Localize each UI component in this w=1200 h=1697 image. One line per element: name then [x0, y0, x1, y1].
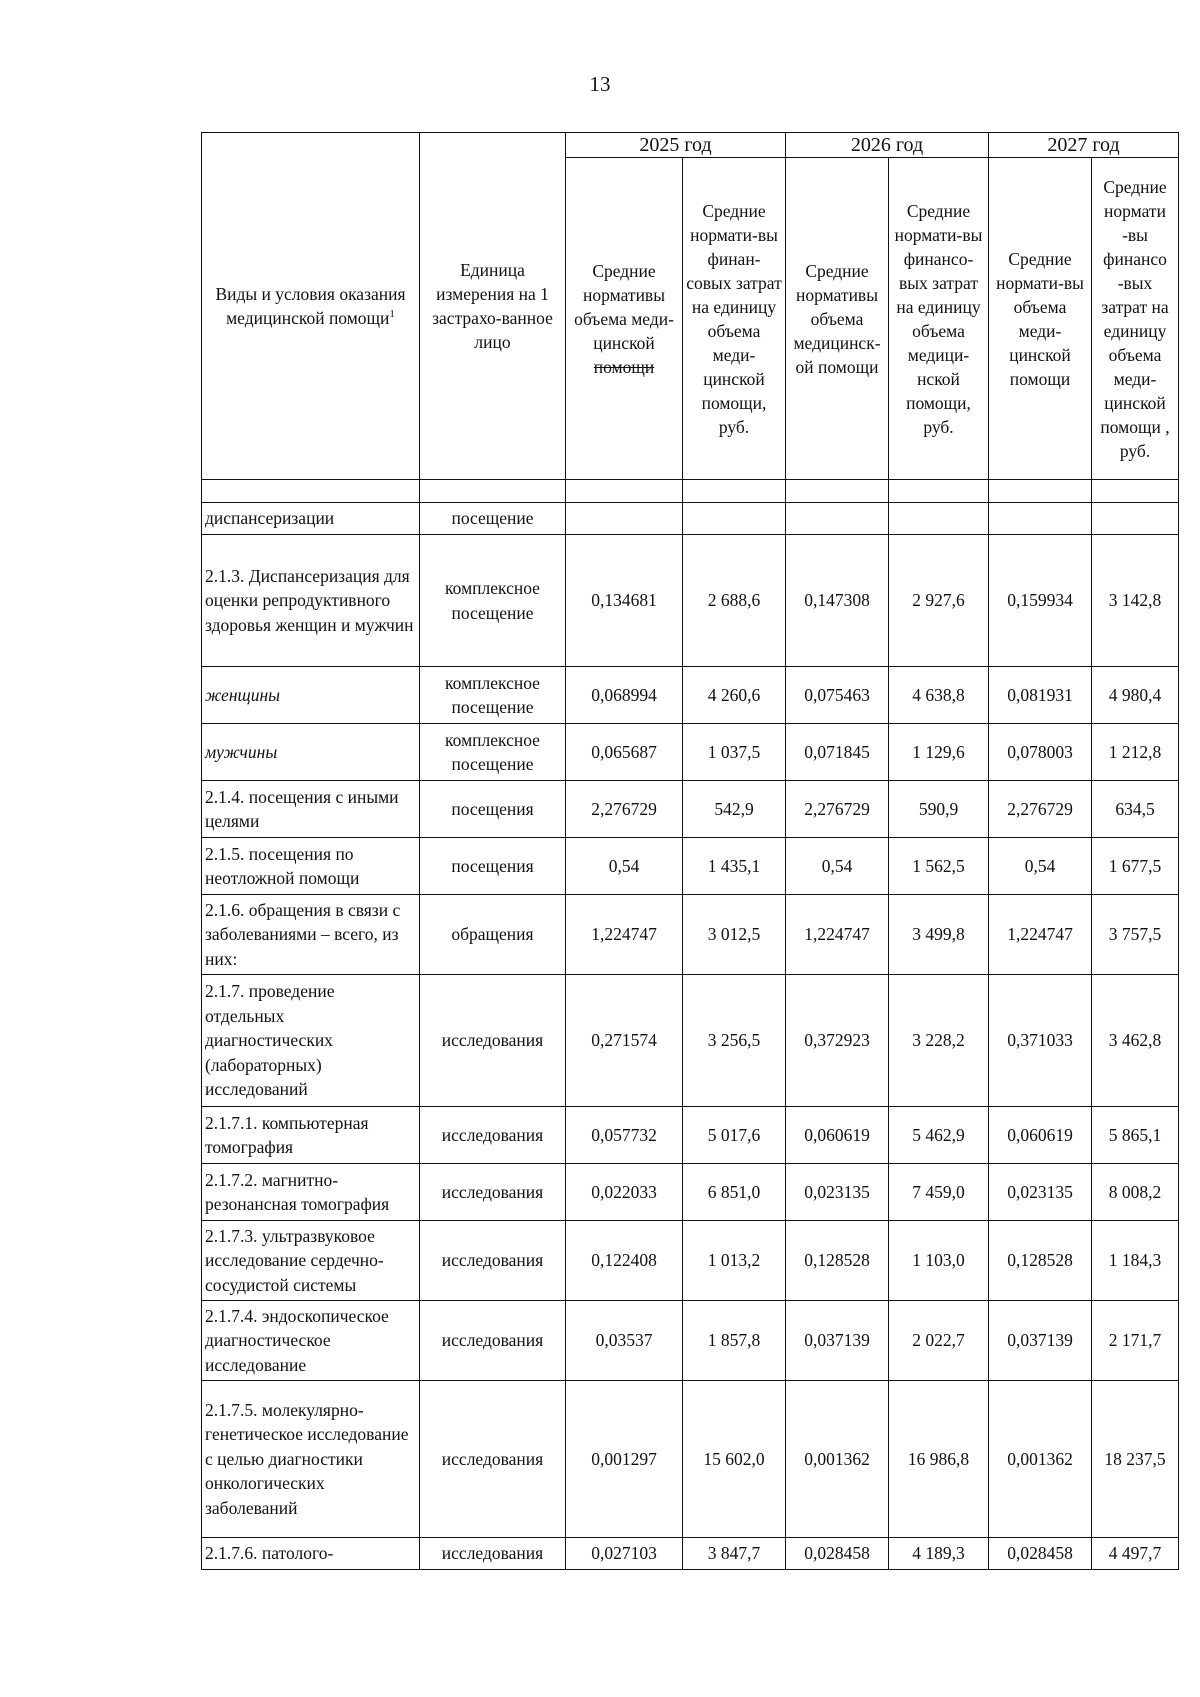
- cell-2025-volume: 0,001297: [566, 1381, 683, 1538]
- table-row: [202, 1221, 1179, 1301]
- row-label: 2.1.5. посещения по неотложной помощи: [202, 838, 420, 895]
- cell-2027-volume: 0,028458: [989, 1538, 1092, 1570]
- cell-2027-cost: [1092, 503, 1179, 535]
- table-row: [202, 1301, 1179, 1381]
- cell-2025-cost: 15 602,0: [683, 1381, 786, 1538]
- cell-2027-volume: 0,078003: [989, 724, 1092, 781]
- cell-2026-cost: 1 562,5: [889, 838, 989, 895]
- cell-2025-volume: 0,03537: [566, 1301, 683, 1381]
- row-label: 2.1.7.4. эндоскопическое диагностическое исследование: [202, 1301, 420, 1381]
- empty-row: [202, 480, 1179, 503]
- header-year-2025: 2025 год: [566, 133, 786, 158]
- cell-2026-cost: 2 022,7: [889, 1301, 989, 1381]
- cell-2026-volume: 0,372923: [786, 975, 889, 1107]
- cell-2026-volume: 0,128528: [786, 1221, 889, 1301]
- table-row: [202, 1107, 1179, 1164]
- cell-2026-cost: 2 927,6: [889, 535, 989, 667]
- table-row: [202, 975, 1179, 1107]
- row-unit: обращения: [420, 895, 566, 975]
- cell-2026-cost: 3 228,2: [889, 975, 989, 1107]
- table-row: [202, 1381, 1179, 1538]
- cell-2025-cost: 3 256,5: [683, 975, 786, 1107]
- cell-2025-volume: 0,068994: [566, 667, 683, 724]
- cell-2027-volume: 0,037139: [989, 1301, 1092, 1381]
- cell-2026-cost: 1 129,6: [889, 724, 989, 781]
- table-row: [202, 667, 1179, 724]
- row-unit: посещение: [420, 503, 566, 535]
- cell-2026-volume: 2,276729: [786, 781, 889, 838]
- cell-2026-volume: 0,060619: [786, 1107, 889, 1164]
- row-unit: комплексное посещение: [420, 535, 566, 667]
- cell-2027-volume: 0,001362: [989, 1381, 1092, 1538]
- table-row: [202, 1538, 1179, 1570]
- row-label: женщины: [202, 667, 420, 724]
- row-label: 2.1.6. обращения в связи с заболеваниями – всего, из них:: [202, 895, 420, 975]
- header-care-type: Виды и условия оказания медицинской помощи$^1$: [202, 133, 420, 480]
- cell-2026-volume: 0,147308: [786, 535, 889, 667]
- cell-2025-cost: 2 688,6: [683, 535, 786, 667]
- cell-2027-cost: 4 980,4: [1092, 667, 1179, 724]
- row-unit: комплексное посещение: [420, 724, 566, 781]
- cell-2025-volume: 1,224747: [566, 895, 683, 975]
- cell-2027-cost: 3 462,8: [1092, 975, 1179, 1107]
- cell-2025-volume: 0,027103: [566, 1538, 683, 1570]
- row-label: диспансеризации: [202, 503, 420, 535]
- cell-2027-cost: 1 212,8: [1092, 724, 1179, 781]
- row-unit: исследования: [420, 1301, 566, 1381]
- cell-2026-cost: 590,9: [889, 781, 989, 838]
- cell-2025-cost: 1 857,8: [683, 1301, 786, 1381]
- cell-2027-volume: 0,060619: [989, 1107, 1092, 1164]
- cell-2026-volume: 0,54: [786, 838, 889, 895]
- cell-2025-cost: 542,9: [683, 781, 786, 838]
- cell-2026-volume: 0,028458: [786, 1538, 889, 1570]
- cell-2026-volume: 0,001362: [786, 1381, 889, 1538]
- cell-2025-cost: 6 851,0: [683, 1164, 786, 1221]
- cell-2027-cost: 18 237,5: [1092, 1381, 1179, 1538]
- medical-care-standards-table: [201, 132, 1179, 1570]
- row-label: 2.1.7.2. магнитно-резонансная томография: [202, 1164, 420, 1221]
- cell-2026-volume: 0,071845: [786, 724, 889, 781]
- cell-2026-volume: 0,023135: [786, 1164, 889, 1221]
- cell-2025-volume: 0,271574: [566, 975, 683, 1107]
- cell-2025-volume: 2,276729: [566, 781, 683, 838]
- table-row: [202, 895, 1179, 975]
- cell-2026-volume: 0,075463: [786, 667, 889, 724]
- row-label: 2.1.4. посещения с иными целями: [202, 781, 420, 838]
- cell-2025-cost: 1 037,5: [683, 724, 786, 781]
- cell-2027-volume: 0,54: [989, 838, 1092, 895]
- header-year-2026: 2026 год: [786, 133, 989, 158]
- cell-2026-cost: 4 638,8: [889, 667, 989, 724]
- cell-2027-cost: 3 757,5: [1092, 895, 1179, 975]
- header-2027-cost: Средние нормати -вы финансо -вых затрат на единицу объема меди-цинской помощи , руб.: [1092, 158, 1179, 480]
- row-unit: посещения: [420, 781, 566, 838]
- row-label: 2.1.7.5. молекулярно-генетическое исследование с целью диагностики онкологических заболеваний: [202, 1381, 420, 1538]
- cell-2025-volume: 0,057732: [566, 1107, 683, 1164]
- row-unit: комплексное посещение: [420, 667, 566, 724]
- cell-2027-volume: 0,023135: [989, 1164, 1092, 1221]
- cell-2027-cost: 2 171,7: [1092, 1301, 1179, 1381]
- row-unit: исследования: [420, 1381, 566, 1538]
- cell-2026-cost: [889, 503, 989, 535]
- cell-2025-volume: 0,022033: [566, 1164, 683, 1221]
- cell-2027-volume: 1,224747: [989, 895, 1092, 975]
- row-label: 2.1.7.6. патолого-: [202, 1538, 420, 1570]
- table-row: [202, 838, 1179, 895]
- row-unit: исследования: [420, 975, 566, 1107]
- cell-2025-cost: 1 435,1: [683, 838, 786, 895]
- row-unit: посещения: [420, 838, 566, 895]
- cell-2026-cost: 3 499,8: [889, 895, 989, 975]
- row-unit: исследования: [420, 1107, 566, 1164]
- cell-2027-cost: 8 008,2: [1092, 1164, 1179, 1221]
- header-2026-cost: Средние нормати-вы финансо-вых затрат на единицу объема медици-нской помощи, руб.: [889, 158, 989, 480]
- cell-2026-cost: 5 462,9: [889, 1107, 989, 1164]
- cell-2025-volume: 0,065687: [566, 724, 683, 781]
- cell-2025-cost: [683, 503, 786, 535]
- row-label: мужчины: [202, 724, 420, 781]
- row-label: 2.1.7.3. ультразвуковое исследование сердечно-сосудистой системы: [202, 1221, 420, 1301]
- cell-2027-volume: 0,159934: [989, 535, 1092, 667]
- cell-2027-cost: 1 184,3: [1092, 1221, 1179, 1301]
- cell-2026-cost: 7 459,0: [889, 1164, 989, 1221]
- cell-2025-volume: [566, 503, 683, 535]
- cell-2026-cost: 1 103,0: [889, 1221, 989, 1301]
- row-unit: исследования: [420, 1221, 566, 1301]
- cell-2026-volume: 0,037139: [786, 1301, 889, 1381]
- cell-2026-volume: 1,224747: [786, 895, 889, 975]
- cell-2027-cost: 634,5: [1092, 781, 1179, 838]
- header-year-2027: 2027 год: [989, 133, 1179, 158]
- table-row: [202, 1164, 1179, 1221]
- header-unit: Единица измерения на 1 застрахо-ванное лицо: [420, 133, 566, 480]
- table-row: [202, 781, 1179, 838]
- cell-2025-volume: 0,134681: [566, 535, 683, 667]
- table-row: [202, 503, 1179, 535]
- cell-2025-cost: 3 012,5: [683, 895, 786, 975]
- cell-2025-cost: 1 013,2: [683, 1221, 786, 1301]
- cell-2027-cost: 5 865,1: [1092, 1107, 1179, 1164]
- cell-2027-volume: 2,276729: [989, 781, 1092, 838]
- row-label: 2.1.7. проведение отдельных диагностических (лабораторных) исследований: [202, 975, 420, 1107]
- header-2025-volume: Средние нормативы объема меди-цинской помощи: [566, 158, 683, 480]
- cell-2025-volume: 0,122408: [566, 1221, 683, 1301]
- row-label: 2.1.7.1. компьютерная томография: [202, 1107, 420, 1164]
- cell-2026-cost: 16 986,8: [889, 1381, 989, 1538]
- cell-2027-cost: 1 677,5: [1092, 838, 1179, 895]
- cell-2025-cost: 5 017,6: [683, 1107, 786, 1164]
- cell-2026-cost: 4 189,3: [889, 1538, 989, 1570]
- page-number: 13: [589, 72, 611, 96]
- row-label: 2.1.3. Диспансеризация для оценки репродуктивного здоровья женщин и мужчин: [202, 535, 420, 667]
- header-2025-cost: Средние нормати-вы финан-совых затрат на единицу объема меди-цинской помощи, руб.: [683, 158, 786, 480]
- cell-2027-cost: 4 497,7: [1092, 1538, 1179, 1570]
- header-2026-volume: Средние нормативы объема медицинск-ой помощи: [786, 158, 889, 480]
- table-row: [202, 535, 1179, 667]
- cell-2025-cost: 3 847,7: [683, 1538, 786, 1570]
- table-row: [202, 724, 1179, 781]
- cell-2026-volume: [786, 503, 889, 535]
- row-unit: исследования: [420, 1164, 566, 1221]
- cell-2027-volume: 0,081931: [989, 667, 1092, 724]
- row-unit: исследования: [420, 1538, 566, 1570]
- cell-2027-cost: 3 142,8: [1092, 535, 1179, 667]
- cell-2027-volume: 0,371033: [989, 975, 1092, 1107]
- cell-2027-volume: 0,128528: [989, 1221, 1092, 1301]
- cell-2025-volume: 0,54: [566, 838, 683, 895]
- cell-2027-volume: [989, 503, 1092, 535]
- header-2027-volume: Средние нормати-вы объема меди-цинской помощи: [989, 158, 1092, 480]
- cell-2025-cost: 4 260,6: [683, 667, 786, 724]
